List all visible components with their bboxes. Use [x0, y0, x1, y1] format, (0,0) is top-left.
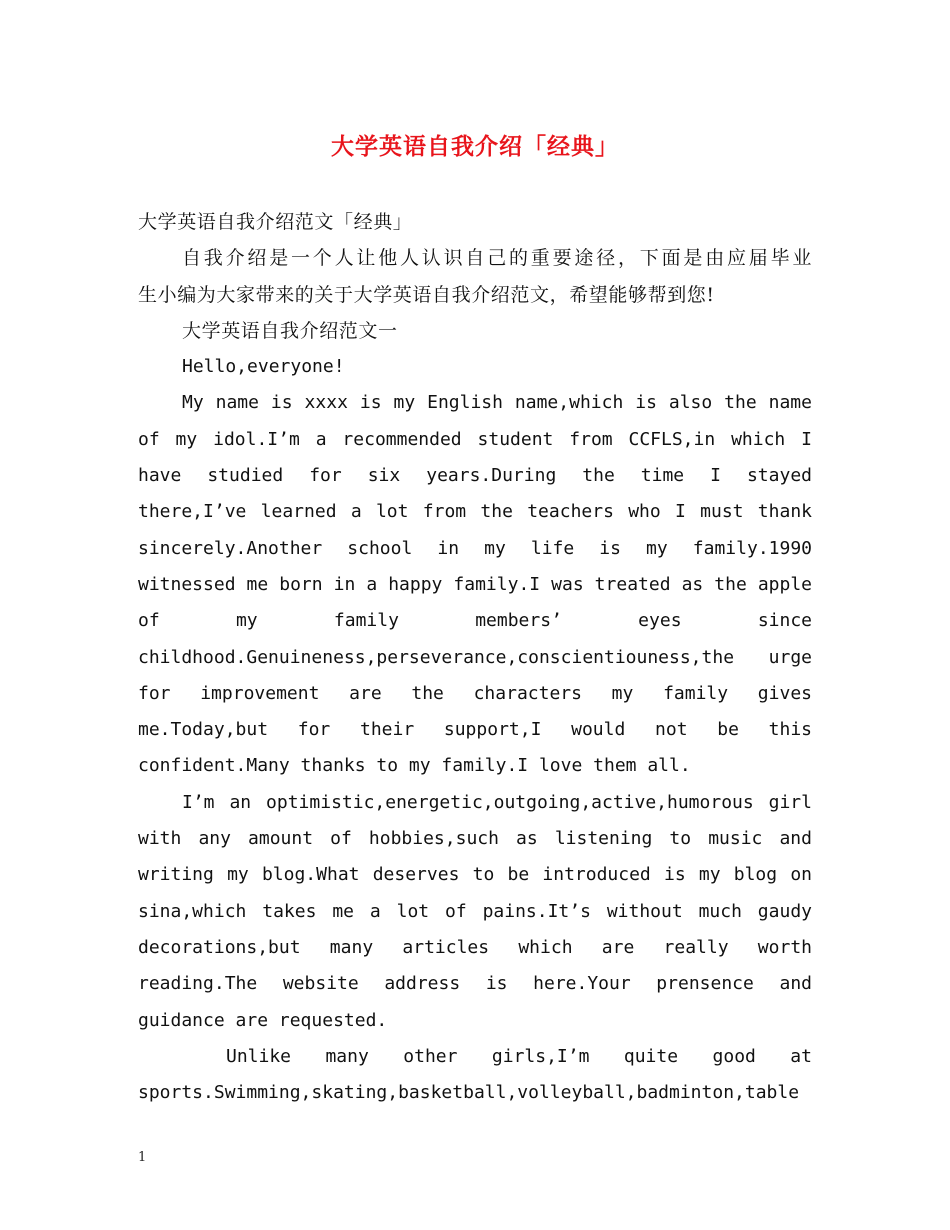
text-line: Unlike many other girls,I’m quite good at — [226, 1045, 812, 1067]
page-number: 1 — [138, 1150, 147, 1165]
text-line: for improvement are the characters my family gives — [138, 682, 812, 704]
text-line: I’m an optimistic,energetic,outgoing,active,humorous girl — [182, 791, 812, 813]
text-line: 自我介绍是一个人让他人认识自己的重要途径，下面是由应届毕业 — [182, 247, 812, 270]
text-line: reading.The website address is here.Your prensence and — [138, 973, 812, 995]
document-body — [138, 204, 812, 1111]
text-line: confident.Many thanks to my family.I love them all. — [138, 755, 691, 777]
text-line: 大学英语自我介绍范文「经典」 — [138, 211, 413, 233]
text-line: decorations,but many articles which are really worth — [138, 936, 812, 958]
text-line: of my idol.I’m a recommended student from CCFLS,in which I — [138, 428, 812, 450]
text-line: of my family members’ eyes since — [138, 610, 812, 632]
text-line: 大学英语自我介绍范文一 — [182, 319, 398, 342]
text-line: me.Today,but for their support,I would not be this — [138, 719, 812, 741]
text-line: with any amount of hobbies,such as listening to music and — [138, 828, 812, 850]
text-line: have studied for six years.During the time I stayed — [138, 465, 812, 487]
text-line: witnessed me born in a happy family.I was treated as the apple — [138, 573, 812, 595]
text-line: 生小编为大家带来的关于大学英语自我介绍范文，希望能够帮到您! — [138, 283, 715, 306]
document-title: 大学英语自我介绍「经典」 — [331, 134, 619, 160]
text-line: guidance are requested. — [138, 1009, 388, 1031]
text-line: Hello,everyone! — [182, 356, 345, 378]
text-line: sports.Swimming,skating,basketball,volleyball,badminton,table — [138, 1082, 800, 1104]
text-line: sincerely.Another school in my life is my family.1990 — [138, 537, 812, 559]
text-line: writing my blog.What deserves to be introduced is my blog on — [138, 864, 812, 886]
text-line: childhood.Genuineness,perseverance,conscientiouness,the urge — [138, 646, 812, 668]
text-line: there,I’ve learned a lot from the teachers who I must thank — [138, 501, 812, 523]
text-line: sina,which takes me a lot of pains.It’s without much gaudy — [138, 900, 812, 922]
text-line: My name is xxxx is my English name,which is also the name — [182, 392, 812, 414]
